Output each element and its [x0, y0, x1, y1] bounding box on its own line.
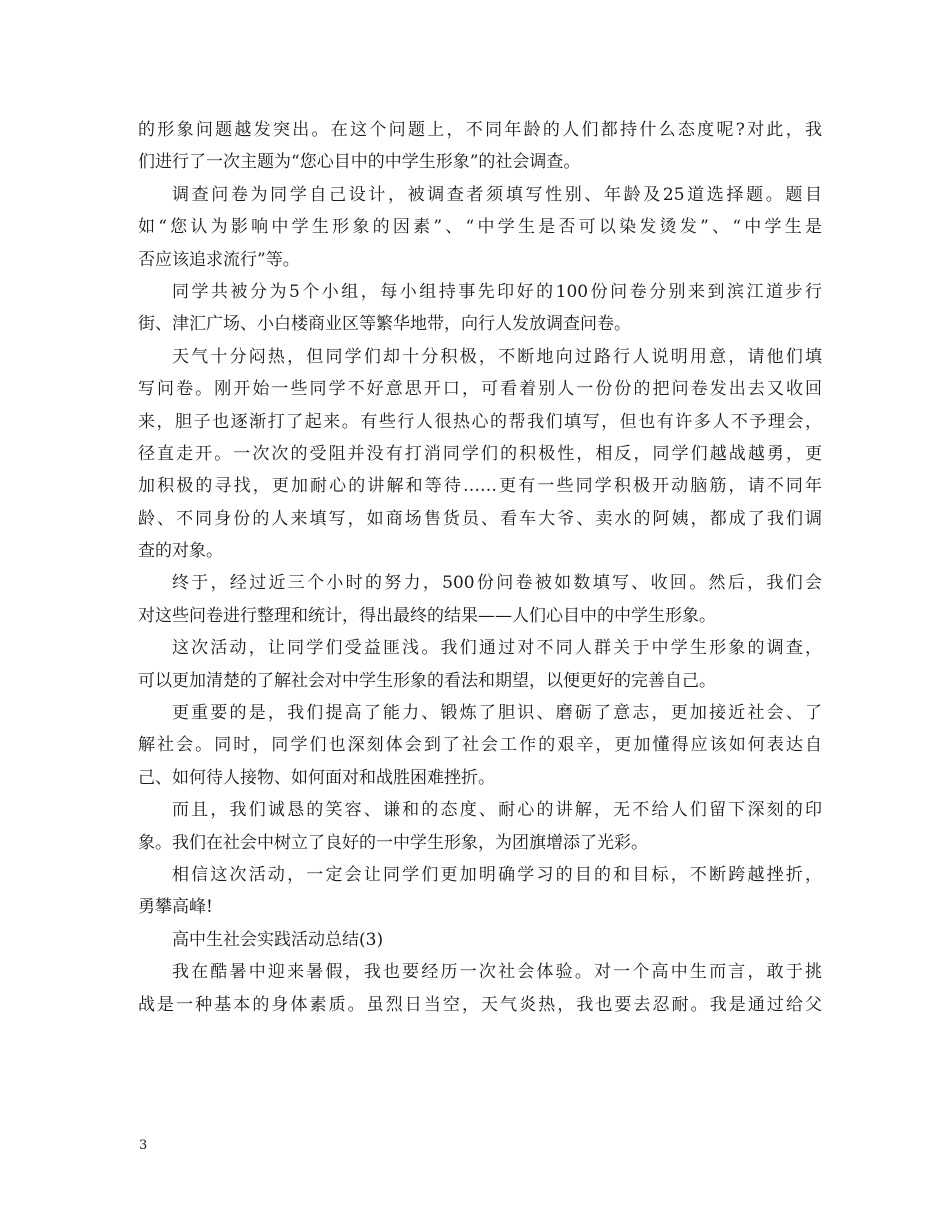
body-text	[138, 114, 822, 1021]
text-line: 对这些问卷进行整理和统计，得出最终的结果——人们心目中的中学生形象。	[138, 605, 716, 626]
text-line: 径直走开。一次次的受阻并没有打消同学们的积极性，相反，同学们越战越勇，更	[138, 443, 822, 464]
page-number: 3	[139, 1138, 148, 1153]
text-line: 天气十分闷热，但同学们却十分积极，不断地向过路行人说明用意，请他们填	[172, 346, 822, 367]
text-line: 高中生社会实践活动总结(3)	[172, 929, 384, 950]
text-line: 如“您认为影响中学生形象的因素”、“中学生是否可以染发烫发”、“中学生是	[138, 217, 822, 238]
text-line: 象。我们在社会中树立了良好的一中学生形象，为团旗增添了光彩。	[138, 832, 648, 853]
text-line: 查的对象。	[138, 541, 223, 562]
text-line: 街、津汇广场、小白楼商业区等繁华地带，向行人发放调查问卷。	[138, 314, 631, 335]
text-line: 调查问卷为同学自己设计，被调查者须填写性别、年龄及25道选择题。题目	[172, 184, 822, 205]
text-line: 解社会。同时，同学们也深刻体会到了社会工作的艰辛，更加懂得应该如何表达自	[138, 735, 822, 756]
text-line: 己、如何待人接物、如何面对和战胜困难挫折。	[138, 767, 495, 788]
text-line: 同学共被分为5个小组，每小组持事先印好的100份问卷分别来到滨江道步行	[172, 281, 822, 302]
text-line: 加积极的寻找，更加耐心的讲解和等待……更有一些同学积极开动脑筋，请不同年	[138, 476, 822, 497]
text-line: 的形象问题越发突出。在这个问题上，不同年龄的人们都持什么态度呢?对此，我	[138, 120, 822, 140]
text-line: 这次活动，让同学们受益匪浅。我们通过对不同人群关于中学生形象的调查，	[172, 638, 822, 659]
text-line: 相信这次活动，一定会让同学们更加明确学习的目的和目标，不断跨越挫折，	[172, 864, 822, 885]
text-line: 龄、不同身份的人来填写，如商场售货员、看车大爷、卖水的阿姨，都成了我们调	[138, 508, 822, 529]
text-line: 终于，经过近三个小时的努力，500份问卷被如数填写、收回。然后，我们会	[172, 573, 822, 594]
text-line: 勇攀高峰!	[138, 897, 213, 918]
text-line: 我在酷暑中迎来暑假，我也要经历一次社会体验。对一个高中生而言，敢于挑	[172, 962, 822, 983]
text-line: 而且，我们诚恳的笑容、谦和的态度、耐心的讲解，无不给人们留下深刻的印	[172, 800, 822, 821]
text-line: 们进行了一次主题为“您心目中的中学生形象”的社会调查。	[138, 152, 581, 173]
text-line: 可以更加清楚的了解社会对中学生形象的看法和期望，以便更好的完善自己。	[138, 670, 716, 691]
text-line: 更重要的是，我们提高了能力、锻炼了胆识、磨砺了意志，更加接近社会、了	[172, 703, 822, 724]
text-line: 战是一种基本的身体素质。虽烈日当空，天气炎热，我也要去忍耐。我是通过给父	[138, 994, 822, 1015]
text-line: 来，胆子也逐渐打了起来。有些行人很热心的帮我们填写，但也有许多人不予理会，	[138, 411, 822, 432]
text-line: 写问卷。刚开始一些同学不好意思开口，可看着别人一份份的把问卷发出去又收回	[138, 379, 822, 400]
text-line: 否应该追求流行”等。	[138, 249, 300, 270]
